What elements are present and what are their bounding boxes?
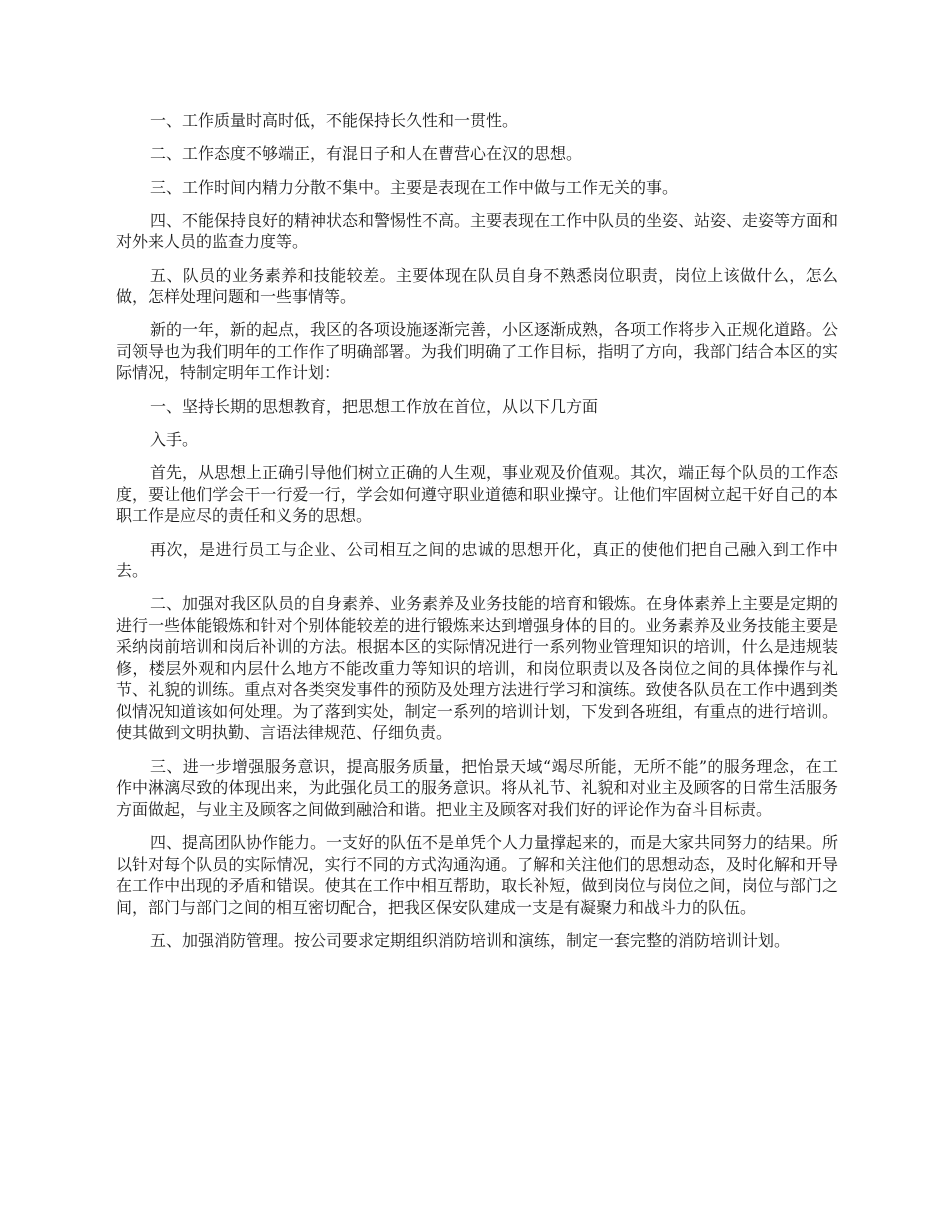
paragraph: 三、工作时间内精力分散不集中。主要是表现在工作中做与工作无关的事。 [150,177,679,197]
paragraph: 再次，是进行员工与企业、公司相互之间的忠诚的思想开化，真正的使他们把自己融入到工作中去。 [116,539,838,581]
paragraph: 一、坚持长期的思想教育，把思想工作放在首位，从以下几方面 [150,396,599,416]
paragraph: 五、加强消防管理。按公司要求定期组织消防培训和演练，制定一套完整的消防培训计划。 [150,930,791,950]
paragraph: 四、提高团队协作能力。一支好的队伍不是单凭个人力量撑起来的，而是大家共同努力的结果。所以针对每个队员的实际情况，实行不同的方式沟通沟通。了解和关注他们的思想动态，及时化解和开导在工作中出现的矛盾和错误。使其在工作中相互帮助，取长补短，做到岗位与岗位之间，岗位与部门之间，部门与部门之间的相互密切配合，把我区保安队建成一支是有凝聚力和战斗力的队伍。 [116,833,839,917]
paragraph: 四、不能保持良好的精神状态和警惕性不高。主要表现在工作中队员的坐姿、站姿、走姿等方面和对外来人员的监查力度等。 [116,210,839,252]
paragraph: 三、进一步增强服务意识，提高服务质量，把怡景天域“竭尽所能，无所不能”的服务理念，在工作中淋漓尽致的体现出来，为此强化员工的服务意识。将从礼节、礼貌和对业主及顾客的日常生活服务方面做起，与业主及顾客之间做到融洽和谐。把业主及顾客对我们好的评论作为奋斗目标责。 [116,756,838,819]
paragraph: 五、队员的业务素养和技能较差。主要体现在队员自身不熟悉岗位职责，岗位上该做什么，怎么做，怎样处理问题和一些事情等。 [116,265,838,307]
paragraph: 二、加强对我区队员的自身素养、业务素养及业务技能的培育和锻炼。在身体素养上主要是定期的进行一些体能锻炼和针对个别体能较差的进行锻炼来达到增强身体的目的。业务素养及业务技能主要是采纳岗前培训和岗后补训的方法。根据本区的实际情况进行一系列物业管理知识的培训，什么是违规装修，楼层外观和内层什么地方不能改重力等知识的培训，和岗位职责以及各岗位之间的具体操作与礼节、礼貌的训练。重点对各类突发事件的预防及处理方法进行学习和演练。致使各队员在工作中遇到类似情况知道该如何处理。为了落到实处，制定一系列的培训计划，下发到各班组，有重点的进行培训。使其做到文明执勤、言语法律规范、仔细负责。 [116,594,839,743]
paragraph: 入手。 [150,430,199,450]
document-page [116,110,838,963]
paragraph: 一、工作质量时高时低，不能保持长久性和一贯性。 [150,111,519,130]
paragraph: 二、工作态度不够端正，有混日子和人在曹营心在汉的思想。 [150,144,583,164]
paragraph: 首先，从思想上正确引导他们树立正确的人生观，事业观及价值观。其次，端正每个队员的工作态度，要让他们学会干一行爱一行，学会如何遵守职业道德和职业操守。让他们牢固树立起干好自己的本职工作是应尽的责任和义务的思想。 [116,463,839,526]
paragraph: 新的一年，新的起点，我区的各项设施逐渐完善，小区逐渐成熟，各项工作将步入正规化道路。公司领导也为我们明年的工作作了明确部署。为我们明确了工作目标，指明了方向，我部门结合本区的实际情况，特制定明年工作计划： [116,320,839,383]
